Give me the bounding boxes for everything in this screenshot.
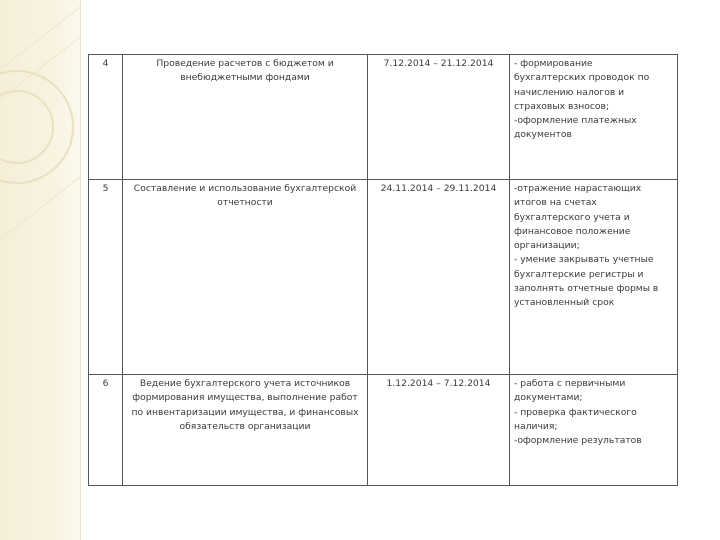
- results-cell: [510, 180, 678, 375]
- result-line: - умение закрывать учетные бухгалтерские регистры и заполнять отчетные формы в установленный срок: [514, 254, 659, 308]
- table-row: [89, 375, 678, 486]
- table-row: [89, 55, 678, 180]
- date-range-cell: 7.12.2014 – 21.12.2014: [368, 55, 510, 180]
- practice-schedule-table: [88, 54, 678, 486]
- task-cell: Составление и использование бухгалтерской отчетности: [123, 180, 368, 375]
- results-cell: [510, 375, 678, 486]
- table-row: [89, 180, 678, 375]
- result-line: -оформление результатов: [514, 435, 642, 446]
- date-range-cell: 1.12.2014 – 7.12.2014: [368, 375, 510, 486]
- result-line: -отражение нарастающих итогов на счетах бухгалтерского учета и финансовое положение организации;: [514, 183, 642, 251]
- task-cell: Проведение расчетов с бюджетом и внебюджетными фондами: [123, 55, 368, 180]
- row-number: 4: [89, 55, 123, 180]
- task-cell: Ведение бухгалтерского учета источников формирования имущества, выполнение работ по инвентаризации имущества, и финансовых обязательств организации: [123, 375, 368, 486]
- result-line: - работа с первичными документами;: [514, 378, 626, 404]
- result-line: - формирование бухгалтерских проводок по начислению налогов и страховых взносов;: [514, 58, 650, 112]
- result-line: - проверка фактического наличия;: [514, 406, 637, 432]
- result-line: -оформление платежных документов: [514, 115, 637, 141]
- decorative-side-band: [0, 0, 81, 540]
- date-range-cell: 24.11.2014 – 29.11.2014: [368, 180, 510, 375]
- results-cell: [510, 55, 678, 180]
- row-number: 6: [89, 375, 123, 486]
- row-number: 5: [89, 180, 123, 375]
